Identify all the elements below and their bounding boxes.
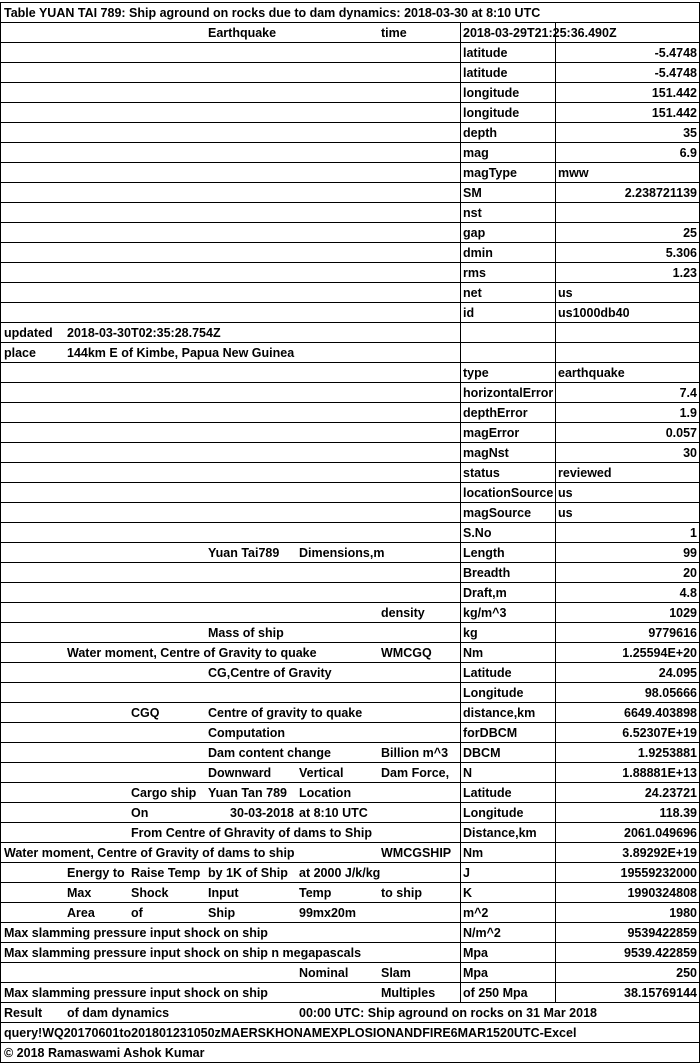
cell-text: us	[558, 486, 573, 500]
cell-number: 1.23	[672, 266, 697, 280]
cell-text: Yuan Tai789	[208, 546, 280, 560]
cell-number: 250	[676, 966, 697, 980]
cell-text: Distance,km	[463, 826, 537, 840]
cell-text: Location	[299, 786, 352, 800]
cell-text: longitude	[463, 106, 520, 120]
cell-text: 144km E of Kimbe, Papua New Guinea	[67, 346, 295, 360]
cell-number: 25	[683, 226, 697, 240]
cell-text: Table YUAN TAI 789: Ship aground on rocks due to dam dynamics: 2018-03-30 at 8:10 UTC	[4, 6, 541, 20]
cell-text: m^2	[463, 906, 489, 920]
cell-number: 0.057	[665, 426, 697, 440]
cell-text: latitude	[463, 46, 508, 60]
cell-text: nst	[463, 206, 482, 220]
cell-text: us	[558, 286, 573, 300]
cell-text: Centre of gravity to quake	[208, 706, 363, 720]
cell-number: 9779616	[648, 626, 697, 640]
cell-text: 2018-03-29T21:25:36.490Z	[463, 26, 617, 40]
grid-col-line	[0, 2, 1, 1063]
cell-text: place	[4, 346, 36, 360]
cell-number: 24.23721	[644, 786, 697, 800]
cell-number: 151.442	[651, 86, 697, 100]
cell-text: On	[131, 806, 149, 820]
cell-number: 9539422859	[627, 926, 697, 940]
cell-text: Dam content change	[208, 746, 331, 760]
cell-number: 1990324808	[627, 886, 697, 900]
cell-text: Area	[67, 906, 95, 920]
cell-text: Length	[463, 546, 505, 560]
cell-text: Mpa	[463, 966, 488, 980]
cell-text: N	[463, 766, 473, 780]
cell-text: CGQ	[131, 706, 160, 720]
cell-text: Yuan Tan 789	[208, 786, 287, 800]
cell-text: of 250 Mpa	[463, 986, 528, 1000]
cell-text: id	[463, 306, 475, 320]
cell-text: mag	[463, 146, 489, 160]
cell-text: S.No	[463, 526, 492, 540]
cell-text: us	[558, 506, 573, 520]
cell-text: Downward	[208, 766, 272, 780]
cell-text: of	[131, 906, 143, 920]
cell-text: N/m^2	[463, 926, 501, 940]
cell-number: 3.89292E+19	[622, 846, 697, 860]
cell-text: updated	[4, 326, 53, 340]
cell-number: 2061.049696	[624, 826, 697, 840]
cell-text: WMCGSHIP	[381, 846, 452, 860]
cell-number: 151.442	[651, 106, 697, 120]
cell-number: 6649.403898	[624, 706, 697, 720]
cell-text: Ship	[208, 906, 236, 920]
cell-number: 98.05666	[644, 686, 697, 700]
cell-text: Cargo ship	[131, 786, 197, 800]
cell-text: Computation	[208, 726, 286, 740]
cell-text: mww	[558, 166, 589, 180]
cell-text: latitude	[463, 66, 508, 80]
cell-number: 118.39	[659, 806, 697, 820]
cell-text: 00:00 UTC: Ship aground on rocks on 31 Mar 2018	[299, 1006, 597, 1020]
cell-text: From Centre of Ghravity of dams to Ship	[131, 826, 372, 840]
cell-text: Multiples	[381, 986, 436, 1000]
cell-text: magType	[463, 166, 517, 180]
cell-text: DBCM	[463, 746, 501, 760]
cell-text: SM	[463, 186, 482, 200]
cell-text: Slam	[381, 966, 411, 980]
cell-number: 1.25594E+20	[622, 646, 697, 660]
cell-text: Temp	[299, 886, 332, 900]
cell-text: reviewed	[558, 466, 612, 480]
cell-text: © 2018 Ramaswami Ashok Kumar	[4, 1046, 205, 1060]
cell-number: 24.095	[658, 666, 697, 680]
cell-number: -5.4748	[654, 66, 697, 80]
cell-number: 7.4	[679, 386, 697, 400]
cell-text: dmin	[463, 246, 493, 260]
cell-number: 35	[683, 126, 697, 140]
cell-number: 1	[690, 526, 697, 540]
cell-number: 20	[683, 566, 697, 580]
cell-number: 1.9253881	[637, 746, 697, 760]
cell-text: Water moment, Centre of Gravity to quake	[67, 646, 317, 660]
cell-text: Mpa	[463, 946, 488, 960]
cell-text: Nominal	[299, 966, 349, 980]
cell-number: 1.9	[679, 406, 697, 420]
cell-text: depthError	[463, 406, 528, 420]
cell-number: 6.52307E+19	[622, 726, 697, 740]
cell-text: by 1K of Ship	[208, 866, 288, 880]
cell-text: kg	[463, 626, 478, 640]
cell-text: Dam Force,	[381, 766, 450, 780]
cell-text: Input	[208, 886, 239, 900]
cell-text: 2018-03-30T02:35:28.754Z	[67, 326, 221, 340]
cell-text: kg/m^3	[463, 606, 507, 620]
cell-number: 5.306	[665, 246, 697, 260]
cell-text: Result	[4, 1006, 43, 1020]
cell-text: Max slamming pressure input shock on ship	[4, 986, 268, 1000]
cell-text: of dam dynamics	[67, 1006, 170, 1020]
cell-text: magError	[463, 426, 520, 440]
cell-text: earthquake	[558, 366, 625, 380]
cell-number: 1029	[669, 606, 697, 620]
cell-text: Max slamming pressure input shock on ship n megapascals	[4, 946, 362, 960]
cell-number: 4.8	[679, 586, 697, 600]
cell-text: type	[463, 366, 489, 380]
cell-number: 9539.422859	[624, 946, 697, 960]
cell-text: net	[463, 286, 482, 300]
cell-text: Nm	[463, 646, 484, 660]
cell-number: 30	[683, 446, 697, 460]
cell-text: Max	[67, 886, 92, 900]
cell-text: WMCGQ	[381, 646, 432, 660]
cell-text: magNst	[463, 446, 509, 460]
cell-text: to ship	[381, 886, 422, 900]
cell-number: 99	[683, 546, 697, 560]
cell-text: CG,Centre of Gravity	[208, 666, 332, 680]
cell-text: Mass of ship	[208, 626, 284, 640]
cell-text: Energy to	[67, 866, 125, 880]
cell-text: Longitude	[463, 686, 524, 700]
cell-number: 1.88881E+13	[622, 766, 697, 780]
cell-text: us1000db40	[558, 306, 630, 320]
cell-text: magSource	[463, 506, 532, 520]
cell-text: Latitude	[463, 666, 512, 680]
cell-text: 99mx20m	[299, 906, 356, 920]
cell-text: gap	[463, 226, 486, 240]
cell-text: longitude	[463, 86, 520, 100]
cell-text: Breadth	[463, 566, 511, 580]
cell-number: 6.9	[679, 146, 697, 160]
cell-text: Vertical	[299, 766, 344, 780]
cell-text: Dimensions,m	[299, 546, 385, 560]
cell-text: locationSource	[463, 486, 554, 500]
cell-text: Longitude	[463, 806, 524, 820]
cell-number: -5.4748	[654, 46, 697, 60]
cell-text: Nm	[463, 846, 484, 860]
cell-text: Latitude	[463, 786, 512, 800]
cell-text: distance,km	[463, 706, 536, 720]
cell-text: depth	[463, 126, 498, 140]
cell-number: 2.238721139	[624, 186, 697, 200]
cell-text: query!WQ20170601to201801231050zMAERSKHONAMEXPLOSIONANDFIRE6MAR1520UTC-Excel	[4, 1026, 577, 1040]
cell-number: 1980	[669, 906, 697, 920]
cell-number: 19559232000	[620, 866, 697, 880]
cell-text: horizontalError	[463, 386, 554, 400]
cell-text: Shock	[131, 886, 169, 900]
cell-text: Raise Temp	[131, 866, 201, 880]
cell-text: status	[463, 466, 500, 480]
cell-text: Earthquake	[208, 26, 277, 40]
cell-text: forDBCM	[463, 726, 518, 740]
cell-text: at 2000 J/k/kg	[299, 866, 381, 880]
cell-text: Draft,m	[463, 586, 507, 600]
cell-text: J	[463, 866, 470, 880]
cell-text: time	[381, 26, 407, 40]
cell-number: 38.15769144	[624, 986, 697, 1000]
cell-text: Water moment, Centre of Gravity of dams to ship	[4, 846, 295, 860]
cell-number: 30-03-2018	[230, 806, 294, 820]
cell-text: Billion m^3	[381, 746, 449, 760]
grid-row-line	[0, 502, 700, 503]
cell-text: K	[463, 886, 473, 900]
cell-text: rms	[463, 266, 486, 280]
cell-text: density	[381, 606, 425, 620]
cell-text: Max slamming pressure input shock on ship	[4, 926, 268, 940]
cell-text: at 8:10 UTC	[299, 806, 368, 820]
